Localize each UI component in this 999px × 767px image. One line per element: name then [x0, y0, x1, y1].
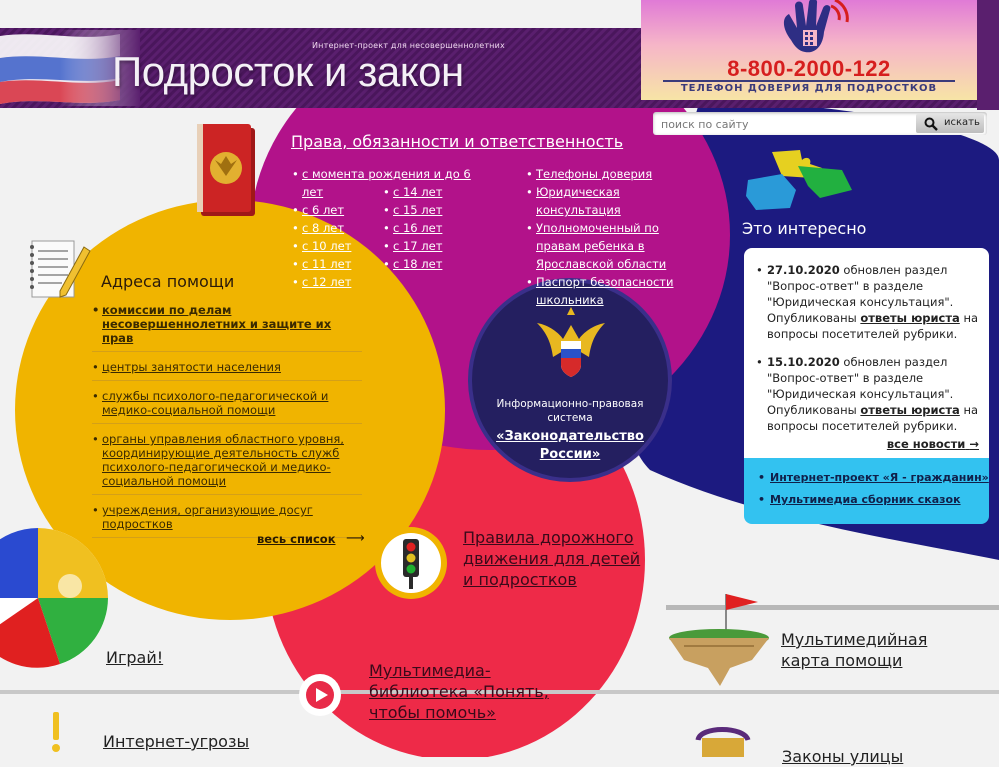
search-bar	[653, 112, 987, 135]
help-item-regional-bodies[interactable]: • органы управления областного уровня, координирующие деятельность служб психолого-педагогической и медико-социальной помощи	[92, 432, 362, 495]
play-link[interactable]: Играй!	[106, 648, 164, 667]
beach-ball-icon[interactable]	[0, 518, 110, 676]
age-link[interactable]: • с момента рождения и до 6 лет	[292, 165, 492, 201]
age-link[interactable]: • с 16 лет	[383, 219, 473, 237]
traffic-rules-link[interactable]: Правила дорожного движения для детей и подростков	[463, 528, 641, 589]
lawyer-answers-link[interactable]: ответы юриста	[860, 311, 960, 325]
site-subtitle: Интернет-проект для несовершеннолетних	[312, 41, 505, 50]
news-panel	[744, 248, 989, 524]
rights-link-legal[interactable]: • Юридическая консультация	[526, 183, 706, 219]
rights-link-passport[interactable]: • Паспорт безопасности школьника	[526, 273, 706, 309]
age-link[interactable]: • с 8 лет	[292, 219, 492, 237]
hotline-caption: ТЕЛЕФОН ДОВЕРИЯ ДЛЯ ПОДРОСТКОВ	[663, 80, 955, 94]
site-title[interactable]: Подросток и закон	[112, 48, 464, 95]
search-icon	[924, 117, 938, 131]
age-link[interactable]: • с 6 лет	[292, 201, 492, 219]
help-title: Адреса помощи	[101, 272, 235, 291]
search-input[interactable]	[659, 115, 913, 133]
help-item-psych-services[interactable]: • службы психолого-педагогической и медико-социальной помощи	[92, 389, 362, 424]
search-button-label: искать	[944, 117, 980, 128]
internet-threats-link[interactable]: Интернет-угрозы	[103, 732, 250, 751]
hotline-phone: 8-800-2000-122	[727, 56, 891, 81]
hotline-banner[interactable]	[641, 0, 977, 100]
age-link[interactable]: • с 10 лет	[292, 237, 492, 255]
age-link[interactable]: • с 17 лет	[383, 237, 473, 255]
map-island-icon[interactable]	[664, 586, 774, 690]
rights-link-hotlines[interactable]: • Телефоны доверия	[526, 165, 706, 183]
help-item-commissions[interactable]: • комиссии по делам несовершеннолетних и защите их прав	[92, 303, 362, 352]
ages-column-2	[383, 183, 473, 273]
arrow-right-icon: ⟶	[346, 531, 365, 546]
warning-icon	[46, 712, 66, 757]
help-map-link[interactable]: Мультимедийная карта помощи	[781, 630, 928, 670]
arrow-right-icon: →	[969, 437, 979, 451]
help-list	[92, 303, 362, 546]
rights-title[interactable]: Права, обязанности и ответственность	[291, 132, 624, 151]
age-link[interactable]: • с 18 лет	[383, 255, 473, 273]
citizen-project-link[interactable]: • Интернет-проект «Я - гражданин»	[758, 471, 989, 484]
news-item: • 15.10.2020 обновлен раздел "Вопрос-ответ" в разделе "Юридическая консультация". Опубликованы ответы юриста на вопросы посетителей рубрики.	[756, 354, 993, 434]
traffic-light-icon[interactable]	[373, 525, 449, 601]
age-link[interactable]: • с 11 лет	[292, 255, 492, 273]
age-link[interactable]: • с 12 лет	[292, 273, 492, 291]
legal-system-link[interactable]: «Законодательство России»	[496, 429, 644, 462]
play-icon[interactable]	[298, 673, 342, 717]
street-laws-link[interactable]: Законы улицы	[782, 747, 904, 766]
age-link[interactable]: • с 15 лет	[383, 201, 473, 219]
notepad-pencil-icon	[26, 237, 94, 305]
fairy-tales-link[interactable]: • Мультимедиа сборник сказок	[758, 493, 961, 506]
constitution-book-icon[interactable]	[193, 124, 259, 220]
briefcase-icon	[688, 722, 758, 757]
rights-link-ombudsman[interactable]: • Уполномоченный по правам ребенка в Ярославской области	[526, 219, 706, 273]
rights-links	[526, 165, 706, 309]
news-item: • 27.10.2020 обновлен раздел "Вопрос-ответ" в разделе "Юридическая консультация". Опубликованы ответы юриста на вопросы посетителей рубрики.	[756, 262, 993, 342]
eagle-emblem-icon	[533, 303, 609, 389]
search-button[interactable]	[916, 114, 984, 133]
help-item-leisure[interactable]: • учреждения, организующие досуг подростков	[92, 503, 362, 538]
lawyer-answers-link[interactable]: ответы юриста	[860, 403, 960, 417]
hand-phone-icon	[761, 0, 871, 56]
media-library-link[interactable]: Мультимедиа-библиотека «Понять, чтобы помочь»	[369, 661, 549, 722]
help-item-employment[interactable]: • центры занятости населения	[92, 360, 362, 381]
puzzle-icon	[742, 146, 862, 216]
all-news-link[interactable]: все новости →	[886, 437, 979, 451]
legal-system-label: Информационно-правовая система	[496, 398, 644, 424]
all-list-link[interactable]: весь список	[257, 532, 336, 546]
news-title: Это интересно	[742, 219, 867, 238]
age-link[interactable]: • с 14 лет	[383, 183, 473, 201]
